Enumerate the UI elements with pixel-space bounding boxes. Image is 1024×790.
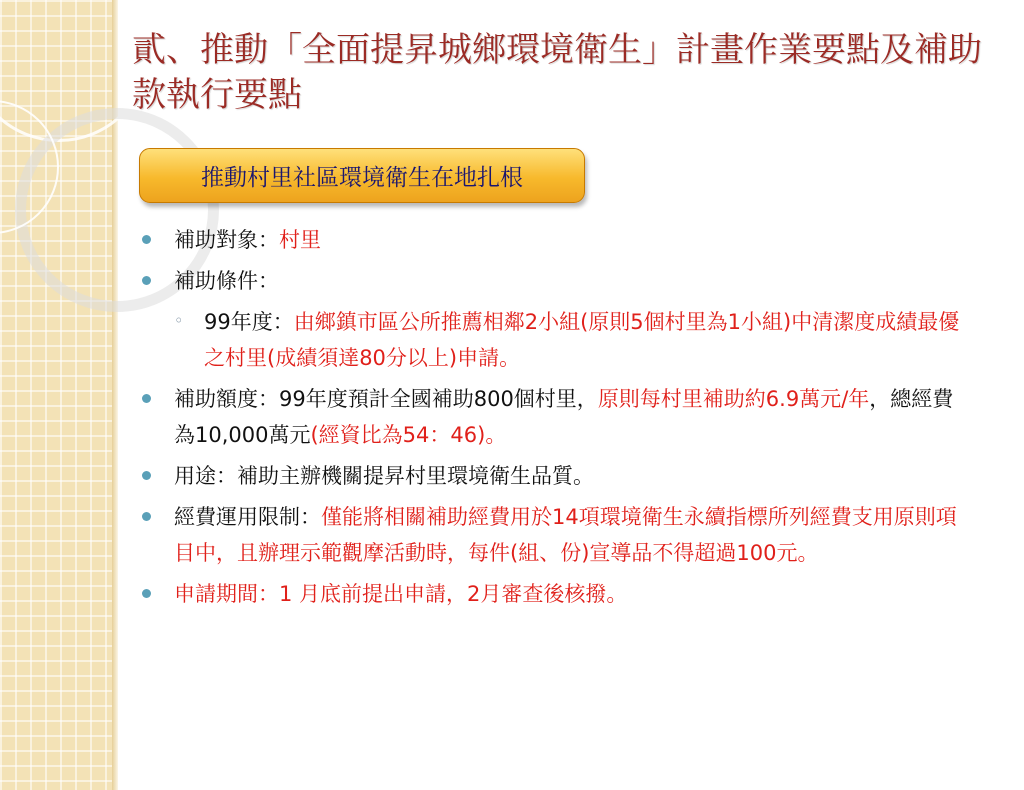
bullet-list <box>140 222 970 617</box>
item-value: (經資比為54：46)。 <box>310 423 507 447</box>
item-label: 經費運用限制： <box>174 505 321 529</box>
item-label: 99年度： <box>204 310 294 334</box>
list-item-subsidy-conditions <box>140 263 970 299</box>
list-item-purpose <box>140 458 970 494</box>
item-label: 補助條件： <box>174 269 279 293</box>
item-value: 僅能將相關補助經費用於14項環境衛生永續指標所列經費支用原則項目中，且辦理示範觀摩活動時，每件(組、份)宣導品不得超過100元。 <box>174 505 957 565</box>
bullet-dot-icon <box>142 471 151 480</box>
item-value: 原則每村里補助約6.9萬元/年 <box>597 387 870 411</box>
list-item-funding-restrictions <box>140 499 970 571</box>
bullet-dot-icon <box>142 276 151 285</box>
item-label: 申請期間：1 月底前提出申請，2月審查後核撥。 <box>174 582 628 606</box>
list-item-application-period <box>140 576 970 612</box>
slide-title: 貳、推動「全面提昇城鄉環境衛生」計畫作業要點及補助款執行要點 <box>132 30 982 115</box>
item-text: ，總經費為10,000萬元 <box>174 387 954 447</box>
bullet-dot-icon <box>142 394 151 403</box>
side-band-edge <box>112 0 118 790</box>
list-item-subsidy-target <box>140 222 970 258</box>
item-label: 補助對象： <box>174 228 279 252</box>
item-value: 由鄉鎮市區公所推薦相鄰2小組(原則5個村里為1小組)中清潔度成績最優之村里(成績須達80分以上)申請。 <box>204 310 960 370</box>
subtitle-banner <box>139 148 585 203</box>
bullet-dot-icon <box>142 512 151 521</box>
subtitle-text: 推動村里社區環境衛生在地扎根 <box>201 165 523 191</box>
list-item-subsidy-amount <box>140 381 970 453</box>
item-value: 村里 <box>279 228 321 252</box>
bullet-dot-icon <box>142 589 151 598</box>
side-pattern-band <box>0 0 112 790</box>
item-label: 用途：補助主辦機關提昇村里環境衛生品質。 <box>174 464 594 488</box>
bullet-dot-icon <box>142 235 151 244</box>
item-label: 補助額度：99年度預計全國補助800個村里， <box>174 387 598 411</box>
hollow-bullet-icon: ◦ <box>174 311 184 330</box>
list-subitem-99-year <box>140 304 970 376</box>
